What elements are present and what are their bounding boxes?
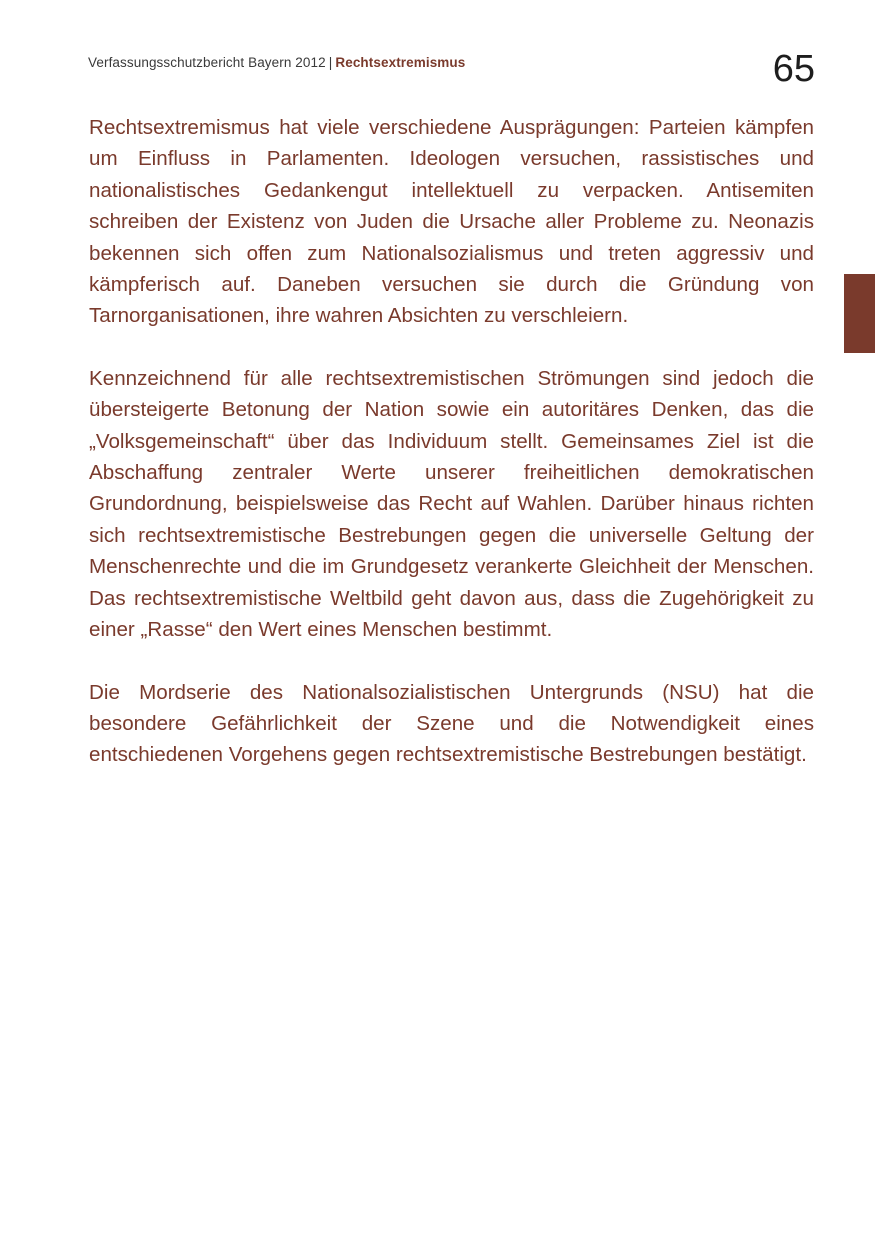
body-text — [89, 112, 814, 802]
section-title: Rechtsextremismus — [335, 55, 466, 70]
paragraph-1: Rechtsextremismus hat viele verschiedene Ausprägungen: Parteien kämpfen um Einfluss in Parlamenten. Ideologen versuchen, rassistisches und nationalistisches Gedankengut intellektuell zu verpacken. Antisemiten schreiben der Existenz von Juden die Ursache aller Probleme zu. Neonazis bekennen sich offen zum Nationalsozialismus und treten aggressiv und kämpferisch auf. Daneben versuchen sie durch die Gründung von Tarnorganisationen, ihre wahren Absichten zu verschleiern. — [89, 116, 814, 328]
page-number: 65 — [772, 48, 815, 90]
paragraph-2: Kennzeichnend für alle rechtsextremistischen Strömungen sind jedoch die übersteigerte Betonung der Nation sowie ein autoritäres Denken, das die „Volksgemeinschaft“ über das Individuum stellt. Gemeinsames Ziel ist die Abschaffung zentraler Werte unserer freiheitlichen demokratischen Grundordnung, beispielsweise das Recht auf Wahlen. Darüber hinaus richten sich rechtsextremistische Bestrebungen gegen die universelle Geltung der Menschenrechte und die im Grundgesetz verankerte Gleichheit der Menschen. Das rechtsextremistische Weltbild geht davon aus, dass die Zugehörigkeit zu einer „Rasse“ den Wert eines Menschen bestimmt. — [89, 366, 814, 642]
report-title: Verfassungsschutzbericht Bayern 2012 — [88, 55, 326, 70]
header-separator: | — [328, 55, 333, 70]
paragraph-3: Die Mordserie des Nationalsozialistischen Untergrunds (NSU) hat die besondere Gefährlichkeit der Szene und die Notwendigkeit eines entschiedenen Vorgehens gegen rechtsextremistische Bestrebungen bestätigt. — [89, 680, 814, 767]
chapter-tab-marker — [844, 274, 875, 353]
running-header — [88, 55, 465, 70]
